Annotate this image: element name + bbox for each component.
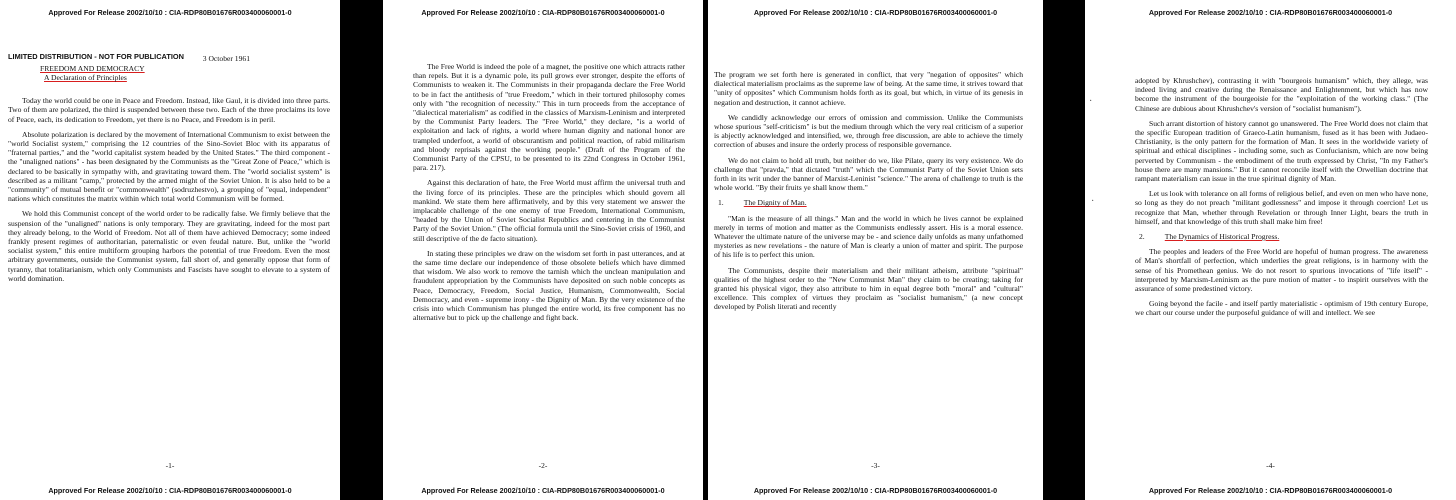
paragraph: "Man is the measure of all things." Man and the world in which he lives cannot be explained merely in terms of motion and matter as the Communists endlessly assert. His is a moral essence. Whatever the ultimate nature of the universe may be - and science daily unfolds as many unfathomed mysteries as new revelations - the nature of Man is clearly a union of matter and spirit. The purpose of his life is to perfect this union. bbox=[714, 213, 1023, 260]
paragraph: We hold this Communist concept of the world order to be radically false. We firmly believe that the suspension of the "unaligned" nations is only temporary. They are gravitating, indeed for the most part they already belong, to the World of Freedom. Not all of them have achieved Democracy; some indeed frankly present regimes of authoritarian, paternalistic or even feudal nature. But, unlike the "world socialist system," this entire multiform grouping harbors the potential of true Freedom. Even the most arbitrary governments, outside the Communist system, fall short of, and generally oppose that form of tyranny, that totalitarianism, which only Communists and Fascists have sought to elevate to a system of world domination. bbox=[8, 209, 330, 283]
document-date: 3 October 1961 bbox=[202, 54, 250, 64]
margin-mark: · bbox=[1089, 96, 1093, 107]
page-number: -2- bbox=[538, 461, 548, 470]
paragraph: The program we set forth here is generated in conflict, that very "negation of opposites" which dialectical materialism proclaims as the supreme law of being. At the same time, it strives toward that "unity of opposites" which Communism holds forth as its goal, but which, in virtue of its genesis in negation and destruction, it cannot achieve. bbox=[714, 70, 1023, 107]
margin-mark: · bbox=[1091, 196, 1095, 207]
paragraph: The Communists, despite their materialism and their militant atheism, attribute "spiritual" qualities of the highest order to the "New Communist Man" they claim to be creating; taking for granted his physical vigor, they also attribute to him in equal degree both "moral" and "cultural" excellence. This complex of virtues they proclaim as "socialist humanism," (a new concept developed by Polish literati and recently bbox=[714, 265, 1023, 312]
page-body bbox=[708, 70, 1043, 458]
paragraph: adopted by Khrushchev), contrasting it with "bourgeois humanism" which, they allege, was indeed living and creative during the Renaissance and Enlightenment, but which has now become the instrument of the bourgeoisie for the "exploitation of the working class." (The Chinese are dubious about Khrushchev's version of "socialist humanism"). bbox=[1135, 76, 1428, 113]
document-page-1 bbox=[0, 0, 340, 500]
document-subtitle: A Declaration of Principles bbox=[44, 73, 127, 83]
document-title: FREEDOM AND DEMOCRACY bbox=[40, 64, 145, 74]
paragraph: In stating these principles we draw on the wisdom set forth in past utterances, and at the same time declare our independence of those obsolete beliefs which have dimmed that wisdom. We also work to remove the tarnish which the unclean manipulation and fraudulent appropriation by the Communists have deposited on such noble concepts as Peace, Democracy, Freedom, Social Justice, Humanism, Commonwealth, Social Democracy, and even - supreme irony - the Dignity of Man. By the very existence of the crisis into which Communism has plunged the entire world, its free component has no alternative but to pick up the challenge and fight back. bbox=[413, 248, 685, 323]
page-body bbox=[1085, 76, 1456, 458]
paragraph: Absolute polarization is declared by the movement of International Communism to exist between the "world Socialist system," comprising the 12 countries of the Sino-Soviet Bloc with its apparatus of "fraternal parties," and the "world capitalist system headed by the United States." The third component - the "unaligned nations" - has been designated by the Communists as the "Great Zone of Peace," which is declared to be basically in sympathy with, and gravitating toward them. The "world socialist system" is described as a militant "camp," protected by the armed might of the Soviet Union. It is also held to be a "community" of mutual benefit or "commonwealth" (sodruzhestvo), a grouping of "equal, independent" nations which constitutes the matrix within which total world Communism will be formed. bbox=[8, 129, 330, 204]
page-number: -1- bbox=[165, 461, 175, 470]
document-page-2 bbox=[383, 0, 703, 500]
release-banner-top: Approved For Release 2002/10/10 : CIA-RDP80B01676R003400060001-0 bbox=[753, 8, 998, 17]
section-heading bbox=[1139, 232, 1428, 241]
release-banner-bottom: Approved For Release 2002/10/10 : CIA-RDP80B01676R003400060001-0 bbox=[1148, 486, 1393, 495]
section-heading bbox=[718, 198, 1023, 207]
section-number: 2. bbox=[1139, 232, 1145, 242]
distribution-notice: LIMITED DISTRIBUTION - NOT FOR PUBLICATION bbox=[8, 52, 184, 61]
paragraph: We candidly acknowledge our errors of omission and commission. Unlike the Communists whose spurious "self-criticism" is but the medium through which the very real criticism of a superior is abjectly acknowledged and intensified, we, through free discussion, are able to achieve the timely correction of abuses and insure the orderly process of responsible governance. bbox=[714, 112, 1023, 150]
release-banner-top: Approved For Release 2002/10/10 : CIA-RDP80B01676R003400060001-0 bbox=[1148, 8, 1393, 17]
paragraph: The Free World is indeed the pole of a magnet, the positive one which attracts rather than repels. But it is a dynamic pole, its pull grows ever stronger, despite the efforts of Communists to weaken it. The Communists in their propaganda declare the Free World to be in fact the antithesis of "true Freedom," which in their tortured philosophy comes only with "the recognition of necessity." This in turn proceeds from the acceptance of "dialectical materialism" as codified in the classics of Marxism-Leninism and interpreted by the Communist Party leaders. The "Free World," they declare, "is a world of exploitation and lack of rights, a world where human dignity and national honor are trampled underfoot, a world of obscurantism and political reaction, of rabid militarism and bloody reprisals against the working people." (Draft of the Program of the Communist Party of the CPSU, to be presented to its 22nd Congress in October 1961, para. 217). bbox=[413, 62, 685, 173]
release-banner-top: Approved For Release 2002/10/10 : CIA-RDP80B01676R003400060001-0 bbox=[421, 8, 665, 17]
paragraph: The peoples and leaders of the Free World are hopeful of human progress. The awareness of Man's shortfall of perfection, which underlies the great religions, is in harmony with the sense of his Promethean genius. We do not resort to spurious invocations of "life itself" - interpreted by Marxism-Leninism as the pure motion of matter - to inspirit ourselves with the assurance of some predestined victory. bbox=[1135, 247, 1428, 294]
page-number: -4- bbox=[1266, 461, 1275, 470]
page-body bbox=[383, 62, 703, 458]
document-title-block bbox=[40, 64, 330, 82]
paragraph: We do not claim to hold all truth, but neither do we, like Pilate, query its very existence. We do challenge that "pravda," that dictated "truth" which the Communist Party of the Soviet Union sets forth in its writ under the banner of Marxist-Leninist "science." The arena of challenge to truth is the whole world. "By their fruits ye shall know them." bbox=[714, 155, 1023, 193]
paragraph: Let us look with tolerance on all forms of religious belief, and even on men who have none, so long as they do not preach "militant godlessness" and impose it through coercion! Let us recognize that Man, whether through Revelation or through Inner Light, bears the truth in himself, and that knowledge of this truth shall make him free! bbox=[1135, 189, 1428, 226]
release-banner-top: Approved For Release 2002/10/10 : CIA-RDP80B01676R003400060001-0 bbox=[48, 8, 292, 17]
release-banner-bottom: Approved For Release 2002/10/10 : CIA-RDP80B01676R003400060001-0 bbox=[753, 486, 998, 495]
release-banner-bottom: Approved For Release 2002/10/10 : CIA-RDP80B01676R003400060001-0 bbox=[48, 486, 292, 495]
release-banner-bottom: Approved For Release 2002/10/10 : CIA-RDP80B01676R003400060001-0 bbox=[421, 486, 665, 495]
page-body bbox=[0, 52, 340, 458]
paragraph: Today the world could be one in Peace and Freedom. Instead, like Gaul, it is divided into three parts. Two of them are polarized, the third is suspended between these two. Each of the three proclaims its love of Peace, each, its dedication to Freedom, yet there is no Peace, and Freedom is in peril. bbox=[8, 96, 330, 124]
section-title: The Dignity of Man. bbox=[743, 198, 807, 208]
paragraph: Going beyond the facile - and itself partly materialistic - optimism of 19th century Europe, we chart our course under the purposeful guidance of will and intellect. We see bbox=[1135, 299, 1428, 318]
section-title: The Dynamics of Historical Progress. bbox=[1164, 232, 1280, 242]
paragraph: Against this declaration of hate, the Free World must affirm the universal truth and the living force of its principles. These are the principles which should govern all mankind. We state them here affirmatively, and by this very statement we answer the implacable challenge of the one enemy of true Freedom, International Communism, "headed by the Union of Soviet Socialist Republics and centering in the Communist Party of the Soviet Union." (The official formula until the Sino-Soviet crisis of 1960, and still descriptive of the de facto situation). bbox=[413, 178, 685, 243]
paragraph: Such arrant distortion of history cannot go unanswered. The Free World does not claim that the specific European tradition of Graeco-Latin humanism, fused as it has been with Judaeo-Christianity, is the only pattern for the formation of Man. It sees in the worldwide variety of spiritual and ethical disciplines - including some, such as Confucianism, which are now being perverted by Communism - the embodiment of the truth expressed by Christ, "In my Father's house there are many mansions." But it cannot reconcile itself with the Orwellian doctrine that rampant materialism can issue in the true spiritual dignity of Man. bbox=[1135, 118, 1428, 184]
section-number: 1. bbox=[718, 198, 724, 208]
document-page-4 bbox=[1085, 0, 1456, 500]
document-page-3 bbox=[708, 0, 1043, 500]
page-number: -3- bbox=[871, 461, 880, 470]
